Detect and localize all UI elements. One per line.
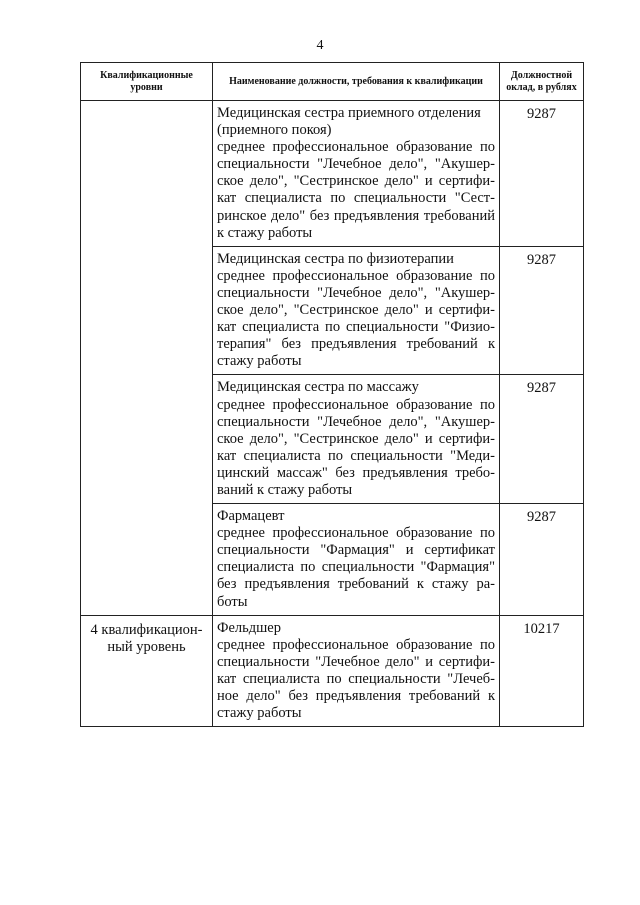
page-number: 4 [316, 38, 324, 53]
level-text: 4 квалификационный уровень [90, 621, 203, 655]
level-cell [81, 101, 213, 616]
salary-value: 9287 [500, 375, 584, 504]
position-title: Медицинская сестра по физиотерапии [217, 250, 454, 267]
position-requirements: среднее профессиональное образование по специальности "Лечебное дело", "Акушерское дело", "Сестринское дело" и сертификат специалиста по специальности "Физиотерапия" без предъявления требований к стажу работы [217, 267, 495, 370]
position-requirements: среднее профессиональное образование по специальности "Фармация" и сертификат специалиста по специальности "Фармация" без предъявления требований к стажу работы [217, 525, 495, 610]
position-title: Медицинская сестра по массажу [217, 379, 419, 396]
position-title: Медицинская сестра приемного отделения (приемного покоя) [217, 105, 481, 139]
table-row [81, 101, 584, 247]
header-position-requirements: Наименование должности, требования к квалификации [213, 63, 500, 101]
position-cell [213, 504, 500, 616]
position-cell [213, 615, 500, 727]
position-title: Фельдшер [217, 619, 281, 636]
header-qualification-levels: Квалификационные уровни [81, 63, 213, 101]
salary-value: 9287 [500, 504, 584, 616]
position-requirements: среднее профессиональное образование по специальности "Лечебное дело", "Акушерское дело", "Сестринское дело" и сертификат специалиста по специальности "Медицинский массаж" без предъявления требований к стажу работы [217, 396, 495, 498]
salary-value: 10217 [500, 615, 584, 727]
table-row [81, 615, 584, 727]
salary-value: 9287 [500, 101, 584, 247]
salary-value: 9287 [500, 246, 584, 375]
header-salary: Должностной оклад, в рублях [500, 63, 584, 101]
position-cell [213, 375, 500, 504]
qualification-salary-table [80, 62, 584, 727]
position-cell [213, 101, 500, 247]
position-cell [213, 246, 500, 375]
table-header-row [81, 63, 584, 101]
level-cell [81, 615, 213, 727]
position-requirements: среднее профессиональное образование по специальности "Лечебное дело" и сертификат специалиста по специальности "Лечебное дело" без предъявления требований к стажу работы [217, 636, 495, 722]
position-requirements: среднее профессиональное образование по специальности "Лечебное дело", "Акушерское дело", "Сестринское дело" и сертификат специалиста по специальности "Сестринское дело" без предъявления требований к стажу работы [217, 139, 495, 241]
position-title: Фармацевт [217, 508, 285, 525]
